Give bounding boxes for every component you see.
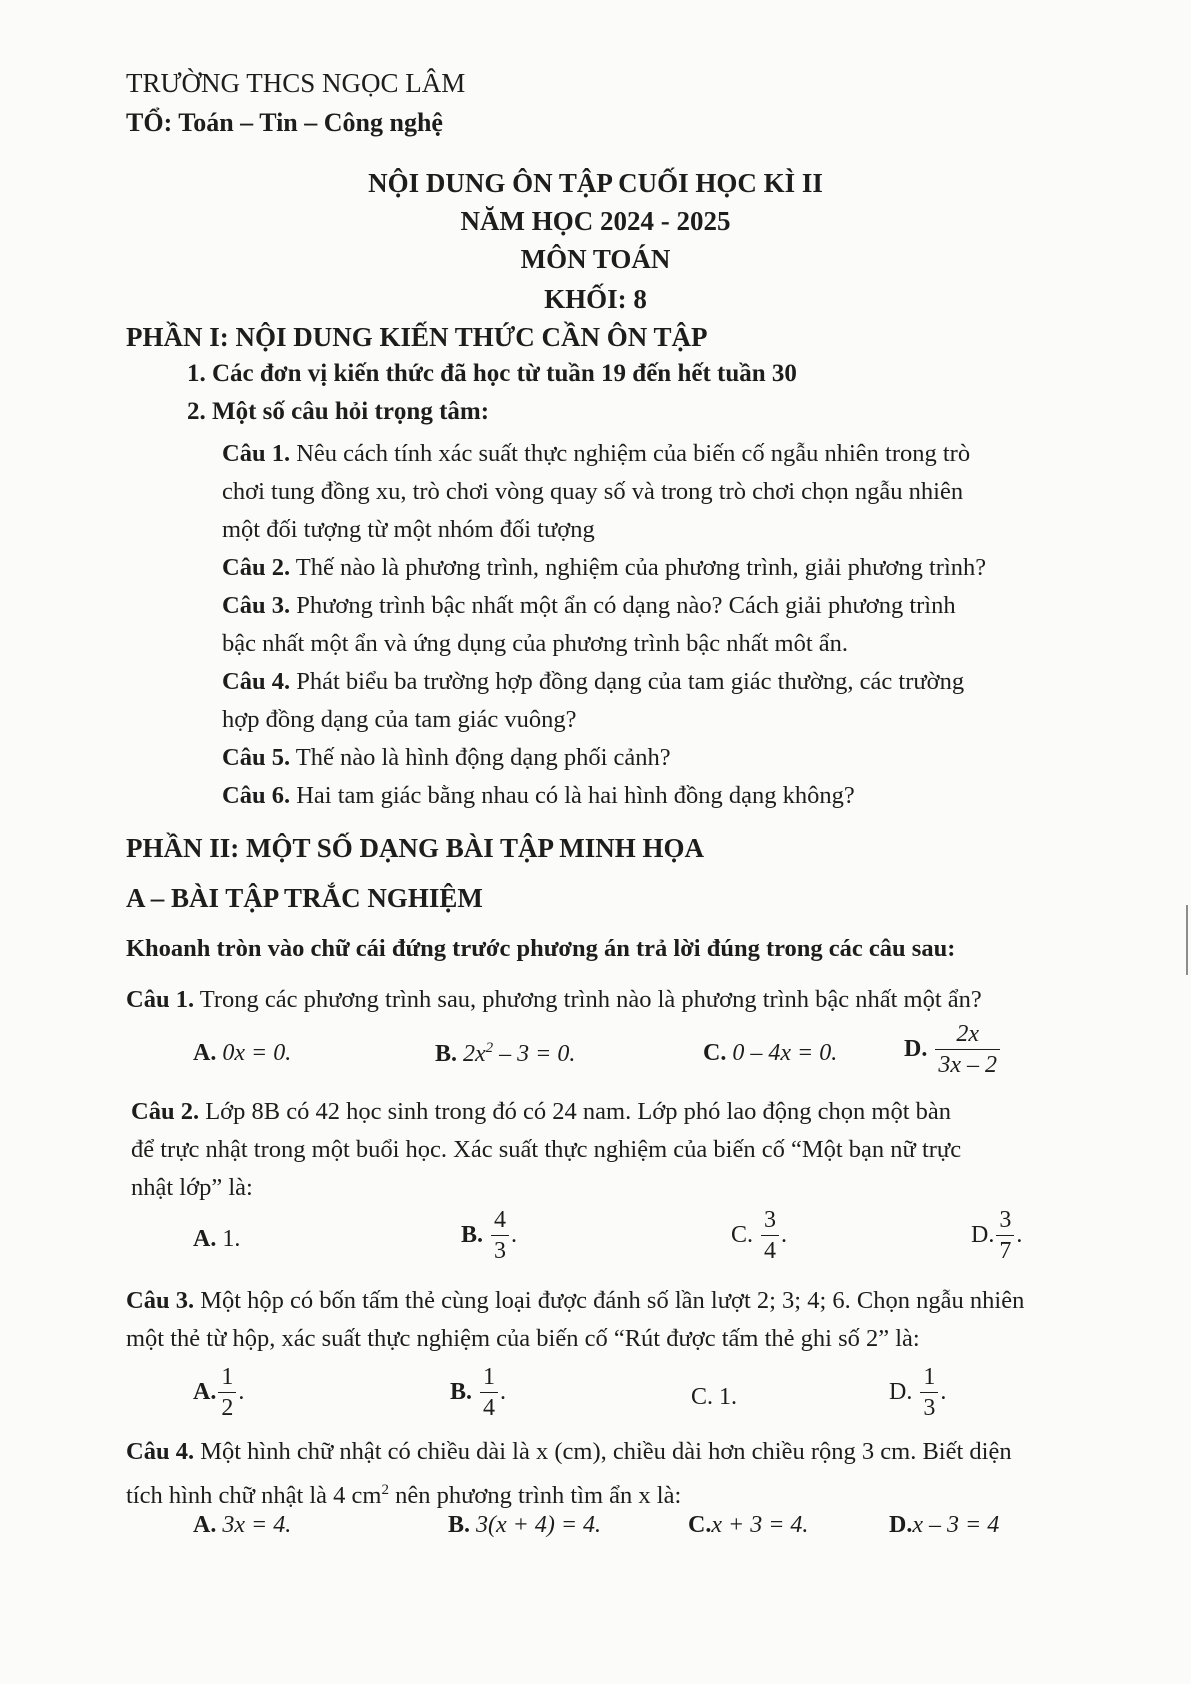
question-label: Câu 5. [222, 744, 291, 771]
question-text: Một hình chữ nhật có chiều dài là x (cm), chiều dài hơn chiều rộng 3 cm. Biết diện [194, 1438, 1012, 1465]
question-text: Thế nào là phương trình, nghiệm của phương trình, giải phương trình? [290, 554, 987, 581]
mcq-3 [126, 1282, 1106, 1358]
question-label: Câu 4. [126, 1438, 195, 1465]
fraction: $\frac{3}{7}$ [996, 1205, 1014, 1266]
mcq-2 [131, 1093, 1101, 1207]
doc-title: NỘI DUNG ÔN TẬP CUỐI HỌC KÌ II [368, 168, 823, 198]
question-text: nên phương trình tìm ẩn x là: [389, 1482, 682, 1510]
mcq-4-option-b[interactable]: B. 3(x + 4) = 4. [448, 1512, 602, 1538]
review-question-3 [222, 587, 1102, 663]
mcq-1-option-d[interactable]: D. $\frac{2x}{3x - 2}$ [904, 1019, 1002, 1080]
question-text: hợp đồng dạng của tam giác vuông? [222, 706, 577, 733]
question-label: Câu 6. [222, 782, 291, 809]
part1-item-2: 2. Một số câu hỏi trọng tâm: [187, 398, 490, 425]
mcq-1-option-a[interactable]: A. 0x = 0. [193, 1040, 292, 1066]
fraction: $\frac{3}{4}$ [761, 1205, 779, 1266]
question-label: Câu 1. [126, 986, 195, 1013]
mcq-2-option-d[interactable]: D. $\frac{3}{7}$ . [971, 1207, 1023, 1264]
mcq-2-option-b[interactable]: B. $\frac{4}{3}$ . [461, 1207, 518, 1264]
question-text: tích hình chữ nhật là 4 cm [126, 1482, 382, 1510]
review-question-2 [222, 549, 1102, 587]
question-text: một đối tượng từ một nhóm đối tượng [222, 516, 595, 543]
grade: KHỐI: 8 [544, 284, 647, 314]
question-label: Câu 3. [222, 592, 291, 619]
question-label: Câu 3. [126, 1287, 195, 1314]
question-text: Hai tam giác bằng nhau có là hai hình đồng dạng không? [290, 782, 855, 809]
mcq-3-option-a[interactable]: A. $\frac{1}{2}$ . [193, 1364, 245, 1421]
question-text: một thẻ từ hộp, xác suất thực nghiệm của biến cố “Rút được tấm thẻ ghi số 2” là: [126, 1325, 920, 1352]
mcq-4: Câu 4. Một hình chữ nhật có chiều dài là x (cm), chiều dài hơn chiều rộng 3 cm. Biết diện tích hình chữ nhật là 4 $cm^2$ nên phương trình tìm ẩn x là: [126, 1438, 1012, 1510]
review-question-5 [222, 739, 1102, 777]
mcq-2-option-c[interactable]: C. $\frac{3}{4}$ . [731, 1207, 788, 1264]
part1-heading: PHẦN I: NỘI DUNG KIẾN THỨC CẦN ÔN TẬP [126, 322, 708, 352]
question-text: Nêu cách tính xác suất thực nghiệm của biến cố ngẫu nhiên trong trò [290, 440, 971, 467]
part1-item-1: 1. Các đơn vị kiến thức đã học từ tuần 19 đến hết tuần 30 [187, 360, 797, 387]
question-label: Câu 2. [131, 1098, 200, 1125]
scan-edge-mark [1186, 905, 1188, 975]
mcq-3-option-c[interactable]: C. 1. [691, 1384, 738, 1410]
mcq-4-option-a[interactable]: A. 3x = 4. [193, 1512, 292, 1538]
review-question-1 [222, 435, 1102, 549]
question-label: Câu 1. [222, 440, 291, 467]
fraction: $\frac{1}{4}$ [480, 1362, 498, 1423]
question-label: Câu 2. [222, 554, 291, 581]
question-text: Phát biểu ba trường hợp đồng dạng của tam giác thường, các trường [290, 668, 965, 695]
question-text: Phương trình bậc nhất một ẩn có dạng nào? Cách giải phương trình [290, 592, 956, 619]
section-a-heading: A – BÀI TẬP TRẮC NGHIỆM [126, 883, 483, 913]
mcq-2-option-a[interactable]: A. 1. [193, 1226, 241, 1252]
school-year: NĂM HỌC 2024 - 2025 [460, 206, 731, 236]
mcq-4-option-d[interactable]: D.x – 3 = 4 [889, 1512, 1000, 1538]
mcq-3-option-d[interactable]: D. $\frac{1}{3}$ . [889, 1364, 947, 1421]
fraction: $\frac{1}{2}$ [218, 1362, 236, 1423]
question-text: Trong các phương trình sau, phương trình nào là phương trình bậc nhất một ẩn? [194, 986, 982, 1013]
fraction: $\frac{2x}{3x - 2}$ [935, 1019, 1000, 1080]
question-text: Thế nào là hình động dạng phối cảnh? [290, 744, 671, 771]
subject: MÔN TOÁN [520, 244, 671, 274]
instruction: Khoanh tròn vào chữ cái đứng trước phương án trả lời đúng trong các câu sau: [126, 935, 956, 962]
review-question-4 [222, 663, 1102, 739]
question-label: Câu 4. [222, 668, 291, 695]
fraction: $\frac{4}{3}$ [491, 1205, 509, 1266]
question-text: để trực nhật trong một buổi học. Xác suất thực nghiệm của biến cố “Một bạn nữ trực [131, 1136, 962, 1163]
mcq-1-option-b[interactable]: B. $2x^2 - 3 = 0$. [435, 1040, 576, 1067]
fraction: $\frac{1}{3}$ [920, 1362, 938, 1423]
question-text: bậc nhất một ẩn và ứng dụng của phương trình bậc nhất môt ẩn. [222, 630, 848, 657]
mcq-4-option-c[interactable]: C.x + 3 = 4. [688, 1512, 809, 1538]
question-text: nhật lớp” là: [131, 1174, 253, 1201]
mcq-1-option-c[interactable]: C. 0 – 4x = 0. [703, 1040, 838, 1066]
part2-heading: PHẦN II: MỘT SỐ DẠNG BÀI TẬP MINH HỌA [126, 833, 705, 863]
mcq-1 [126, 981, 1096, 1019]
mcq-3-option-b[interactable]: B. $\frac{1}{4}$ . [450, 1364, 507, 1421]
question-text: Lớp 8B có 42 học sinh trong đó có 24 nam. Lớp phó lao động chọn một bàn [199, 1098, 952, 1125]
school-name: TRƯỜNG THCS NGỌC LÂM [126, 68, 466, 98]
question-text: Một hộp có bốn tấm thẻ cùng loại được đánh số lần lượt 2; 3; 4; 6. Chọn ngẫu nhiên [194, 1287, 1025, 1314]
question-text: chơi tung đồng xu, trò chơi vòng quay số và trong trò chơi chọn ngẫu nhiên [222, 478, 964, 505]
department: TỔ: Toán – Tin – Công nghệ [126, 108, 443, 137]
review-question-6 [222, 777, 1102, 815]
